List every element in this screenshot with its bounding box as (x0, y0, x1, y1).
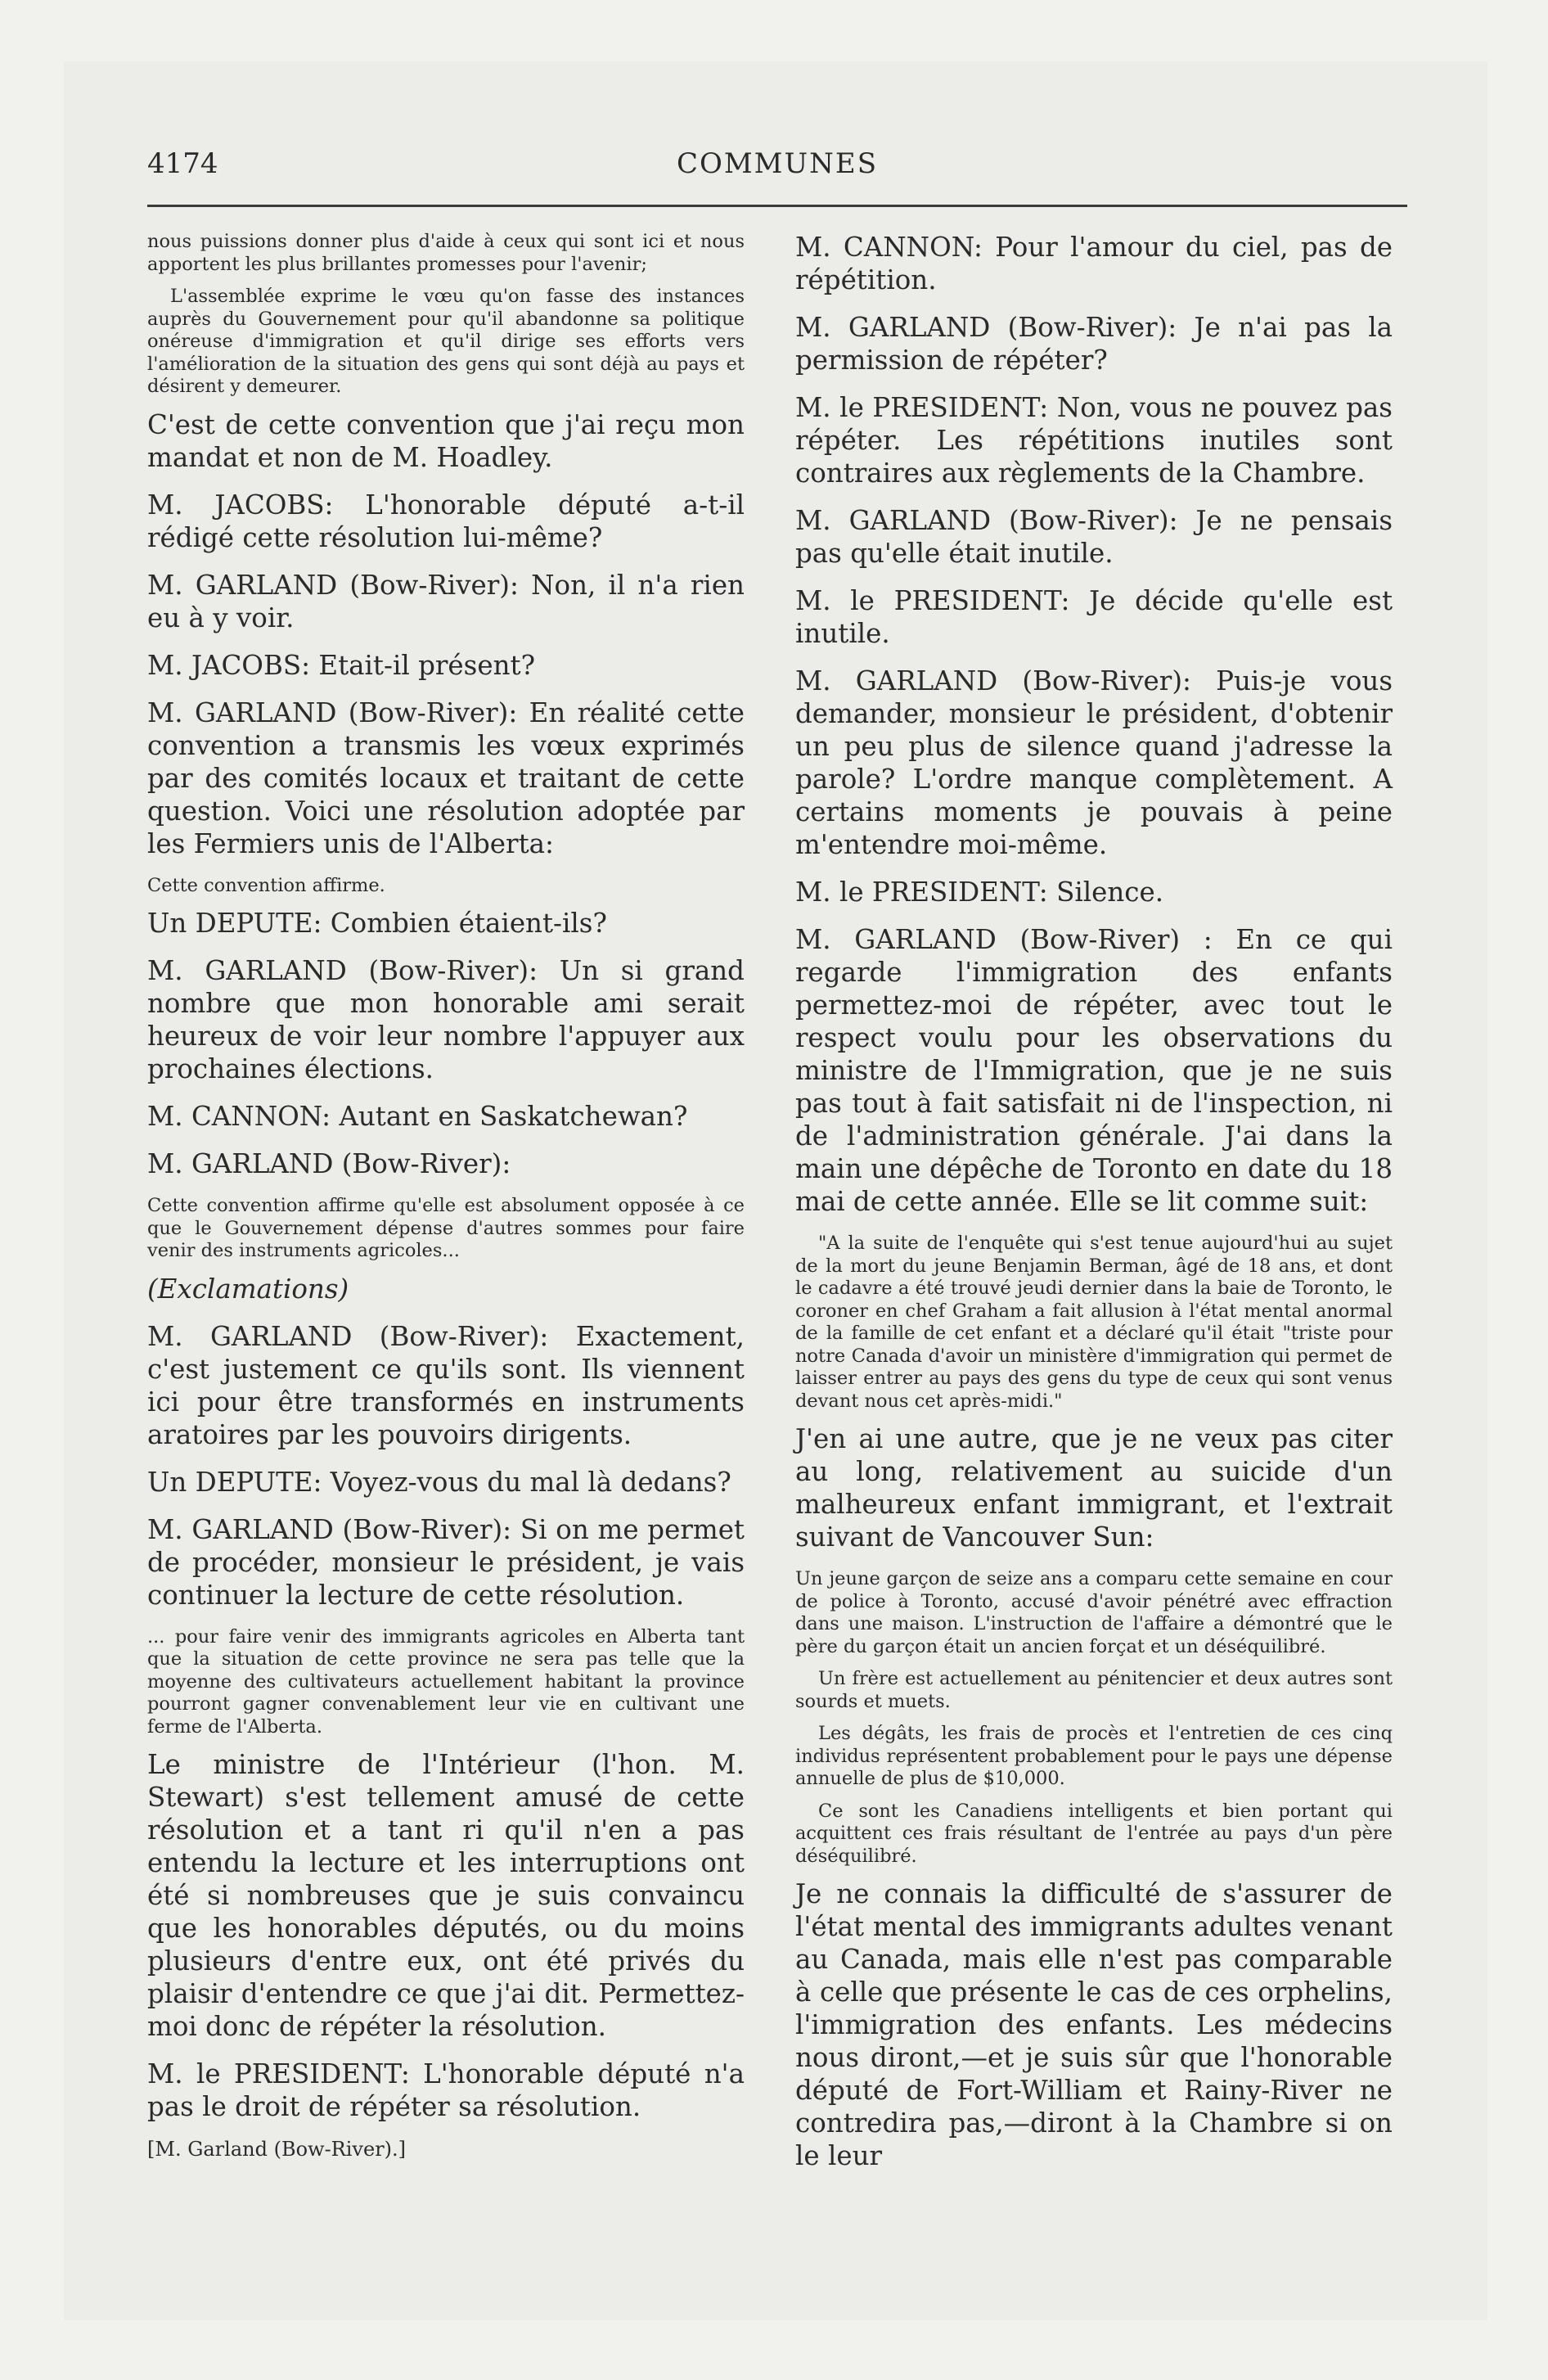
page-number: 4174 (147, 147, 218, 180)
paragraph: Je ne connais la difficulté de s'assurer de l'état mental des immigrants adultes venant au Canada, mais elle n'est pas comparable à celle que présente le cas de ces orphelins, l'immigration des enfants. Les médecins nous diront,—et je suis sûr que l'honorable député de Fort-William et Rainy-River ne contredira pas,—diront à la Chambre si on le leur (795, 1878, 1393, 2171)
paragraph: "A la suite de l'enquête qui s'est tenue aujourd'hui au sujet de la mort du jeune Benjamin Berman, âgé de 18 ans, et dont le cadavre a été trouvé jeudi dernier dans la baie de Toronto, le coroner en chef Graham a fait allusion à l'état mental anormal de la famille de cet enfant et a déclaré qu'il était "triste pour notre Canada d'avoir un ministère d'immigration qui permet de laisser entrer au pays des gens du type de ceux qui sont venus devant nous cet après-midi." (795, 1233, 1393, 1412)
paragraph: C'est de cette convention que j'ai reçu mon mandat et non de M. Hoadley. (147, 408, 745, 473)
header-rule (147, 205, 1407, 207)
paragraph: (Exclamations) (147, 1273, 349, 1305)
paragraph: M. GARLAND (Bow-River): Je ne pensais pas qu'elle était inutile. (795, 505, 1393, 569)
paragraph: Un jeune garçon de seize ans a comparu cette semaine en cour de police à Toronto, accusé d'avoir pénétré avec effraction dans une maison. L'instruction de l'affaire a démontré que le père du garçon était un ancien forçat et un déséquilibré. (795, 1568, 1393, 1657)
paragraph: M. GARLAND (Bow-River): En réalité cette convention a transmis les vœux exprimés par des comités locaux et traitant de cette question. Voici une résolution adoptée par les Fermiers unis de l'Alberta: (147, 696, 745, 859)
paragraph: M. le PRESIDENT: Je décide qu'elle est inutile. (795, 585, 1393, 649)
paragraph: ... pour faire venir des immigrants agricoles en Alberta tant que la situation de cette province ne sera pas telle que la moyenne des cultivateurs actuellement habitant la province pourront gagner convenablement leur vie en cultivant une ferme de l'Alberta. (147, 1625, 745, 1738)
paragraph: M. JACOBS: Etait-il présent? (147, 649, 535, 681)
paragraph: M. GARLAND (Bow-River): Puis-je vous demander, monsieur le président, d'obtenir un peu plus de silence quand j'adresse la parole? L'ordre manque complètement. A certains moments je pouvais à peine m'entendre moi-même. (795, 665, 1393, 860)
paragraph: L'assemblée exprime le vœu qu'on fasse des instances auprès du Gouvernement pour qu'il abandonne sa politique onéreuse d'immigration et qu'il dirige ses efforts vers l'amélioration de la situation des gens qui sont déjà au pays et désirent y demeurer. (147, 286, 745, 397)
paragraph: M. GARLAND (Bow-River): Non, il n'a rien eu à y voir. (147, 569, 745, 633)
paragraph: Le ministre de l'Intérieur (l'hon. M. Stewart) s'est tellement amusé de cette résolution et a tant ri qu'il n'en a pas entendu la lecture et les interruptions ont été si nombreuses que je suis convaincu que les honorables députés, ou du moins plusieurs d'entre eux, ont été privés du plaisir d'entendre ce que j'ai dit. Permettez-moi donc de répéter la résolution. (147, 1749, 745, 2042)
paragraph: [M. Garland (Bow-River).] (147, 2138, 407, 2161)
paragraph: Ce sont les Canadiens intelligents et bien portant qui acquittent ces frais résultant de l'entrée au pays d'un père déséquilibré. (795, 1800, 1393, 1867)
paragraph: M. le PRESIDENT: L'honorable député n'a pas le droit de répéter sa résolution. (147, 2058, 745, 2122)
paragraph: Un frère est actuellement au pénitencier et deux autres sont sourds et muets. (795, 1668, 1393, 1712)
paragraph: M. GARLAND (Bow-River): (147, 1148, 511, 1179)
running-title: COMMUNES (676, 147, 879, 180)
paragraph: M. GARLAND (Bow-River): Si on me permet de procéder, monsieur le président, je vais continuer la lecture de cette résolution. (147, 1513, 745, 1611)
paragraph: Cette convention affirme qu'elle est absolument opposée à ce que le Gouvernement dépense d'autres sommes pour faire venir des instruments agricoles... (147, 1195, 745, 1261)
paragraph: Les dégâts, les frais de procès et l'entretien de ces cinq individus représentent probablement pour le pays une dépense annuelle de plus de $10,000. (795, 1723, 1393, 1789)
right-column (795, 231, 1393, 2187)
paragraph: Un DEPUTE: Combien étaient-ils? (147, 908, 607, 939)
paragraph: M. JACOBS: L'honorable député a-t-il rédigé cette résolution lui-même? (147, 489, 745, 553)
paragraph: M. GARLAND (Bow-River): Un si grand nombre que mon honorable ami serait heureux de voir leur nombre l'appuyer aux prochaines élections. (147, 955, 745, 1084)
page-header (147, 147, 1407, 188)
paragraph: Cette convention affirme. (147, 874, 385, 896)
paragraph: M. CANNON: Pour l'amour du ciel, pas de répétition. (795, 232, 1393, 295)
paragraph: M. le PRESIDENT: Non, vous ne pouvez pas répéter. Les répétitions inutiles sont contraires aux règlements de la Chambre. (795, 392, 1393, 489)
paragraph: Un DEPUTE: Voyez-vous du mal là dedans? (147, 1466, 731, 1498)
paragraph: M. GARLAND (Bow-River) : En ce qui regarde l'immigration des enfants permettez-moi de répéter, avec tout le respect voulu pour les observations du ministre de l'Immigration, que je ne suis pas tout à fait satisfait ni de l'inspection, ni de l'administration générale. J'ai dans la main une dépêche de Toronto en date du 18 mai de cette année. Elle se lit comme suit: (795, 924, 1393, 1217)
paragraph: M. GARLAND (Bow-River): Je n'ai pas la permission de répéter? (795, 312, 1393, 376)
left-column (147, 231, 745, 2161)
paragraph: nous puissions donner plus d'aide à ceux qui sont ici et nous apportent les plus brillantes promesses pour l'avenir; (147, 231, 745, 275)
paragraph: M. CANNON: Autant en Saskatchewan? (147, 1101, 688, 1132)
paragraph: M. le PRESIDENT: Silence. (795, 877, 1164, 908)
paragraph: J'en ai une autre, que je ne veux pas citer au long, relativement au suicide d'un malheureux enfant immigrant, et l'extrait suivant de Vancouver Sun: (795, 1423, 1393, 1553)
paragraph: M. GARLAND (Bow-River): Exactement, c'est justement ce qu'ils sont. Ils viennent ici pour être transformés en instruments aratoires par les pouvoirs dirigents. (147, 1320, 745, 1450)
